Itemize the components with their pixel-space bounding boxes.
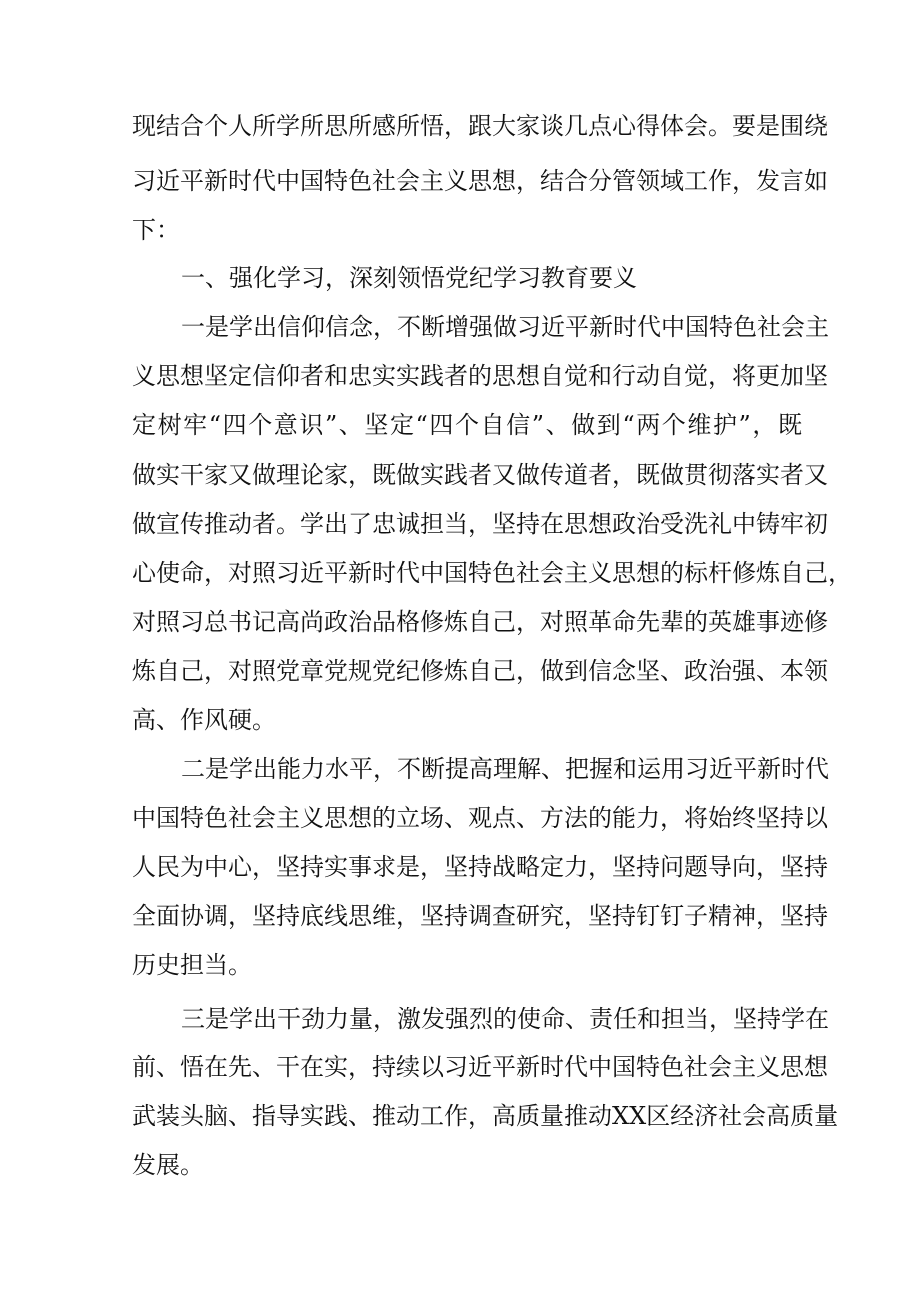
body-text-line: 定树牢“四个意识”、坚定“四个自信”、做到“两个维护”，既 [132, 411, 802, 439]
body-text-line: 下： [132, 216, 180, 244]
body-text-line: 心使命，对照习近平新时代中国特色社会主义思想的标杆修炼自己， [132, 559, 852, 587]
body-text-line: 义思想坚定信仰者和忠实实践者的思想自觉和行动自觉，将更加坚 [132, 362, 828, 390]
body-text-line: 人民为中心，坚持实事求是，坚持战略定力，坚持问题导向，坚持 [132, 853, 828, 881]
body-text-line: 高、作风硬。 [132, 706, 276, 734]
body-text-line: 三是学出干劲力量，激发强烈的使命、责任和担当，坚持学在 [181, 1005, 829, 1033]
body-text-line: 做宣传推动者。学出了忠诚担当，坚持在思想政治受洗礼中铸牢初 [132, 510, 828, 538]
body-text-line: 全面协调，坚持底线思维，坚持调查研究，坚持钉钉子精神，坚持 [132, 902, 828, 930]
body-text-line: 对照习总书记高尚政治品格修炼自己，对照革命先辈的英雄事迹修 [132, 608, 828, 636]
body-text-line: 中国特色社会主义思想的立场、观点、方法的能力，将始终坚持以 [132, 804, 828, 832]
body-text-line: 现结合个人所学所思所感所悟，跟大家谈几点心得体会。要是围绕 [132, 112, 828, 140]
body-text-line: 武装头脑、指导实践、推动工作，高质量推动XX区经济社会高质量 [132, 1102, 839, 1130]
body-text-line: 做实干家又做理论家，既做实践者又做传道者，既做贯彻落实者又 [132, 461, 828, 489]
body-text-line: 炼自己，对照党章党规党纪修炼自己，做到信念坚、政治强、本领 [132, 657, 828, 685]
body-text-line: 历史担当。 [132, 951, 252, 979]
body-text-line: 习近平新时代中国特色社会主义思想，结合分管领域工作，发言如 [132, 167, 828, 195]
section-heading: 一、强化学习，深刻领悟党纪学习教育要义 [181, 264, 637, 292]
body-text-line: 二是学出能力水平，不断提高理解、把握和运用习近平新时代 [181, 755, 829, 783]
body-text-line: 前、悟在先、干在实，持续以习近平新时代中国特色社会主义思想 [132, 1053, 828, 1081]
body-text-line: 发展。 [132, 1151, 204, 1179]
body-text-line: 一是学出信仰信念，不断增强做习近平新时代中国特色社会主 [181, 313, 829, 341]
